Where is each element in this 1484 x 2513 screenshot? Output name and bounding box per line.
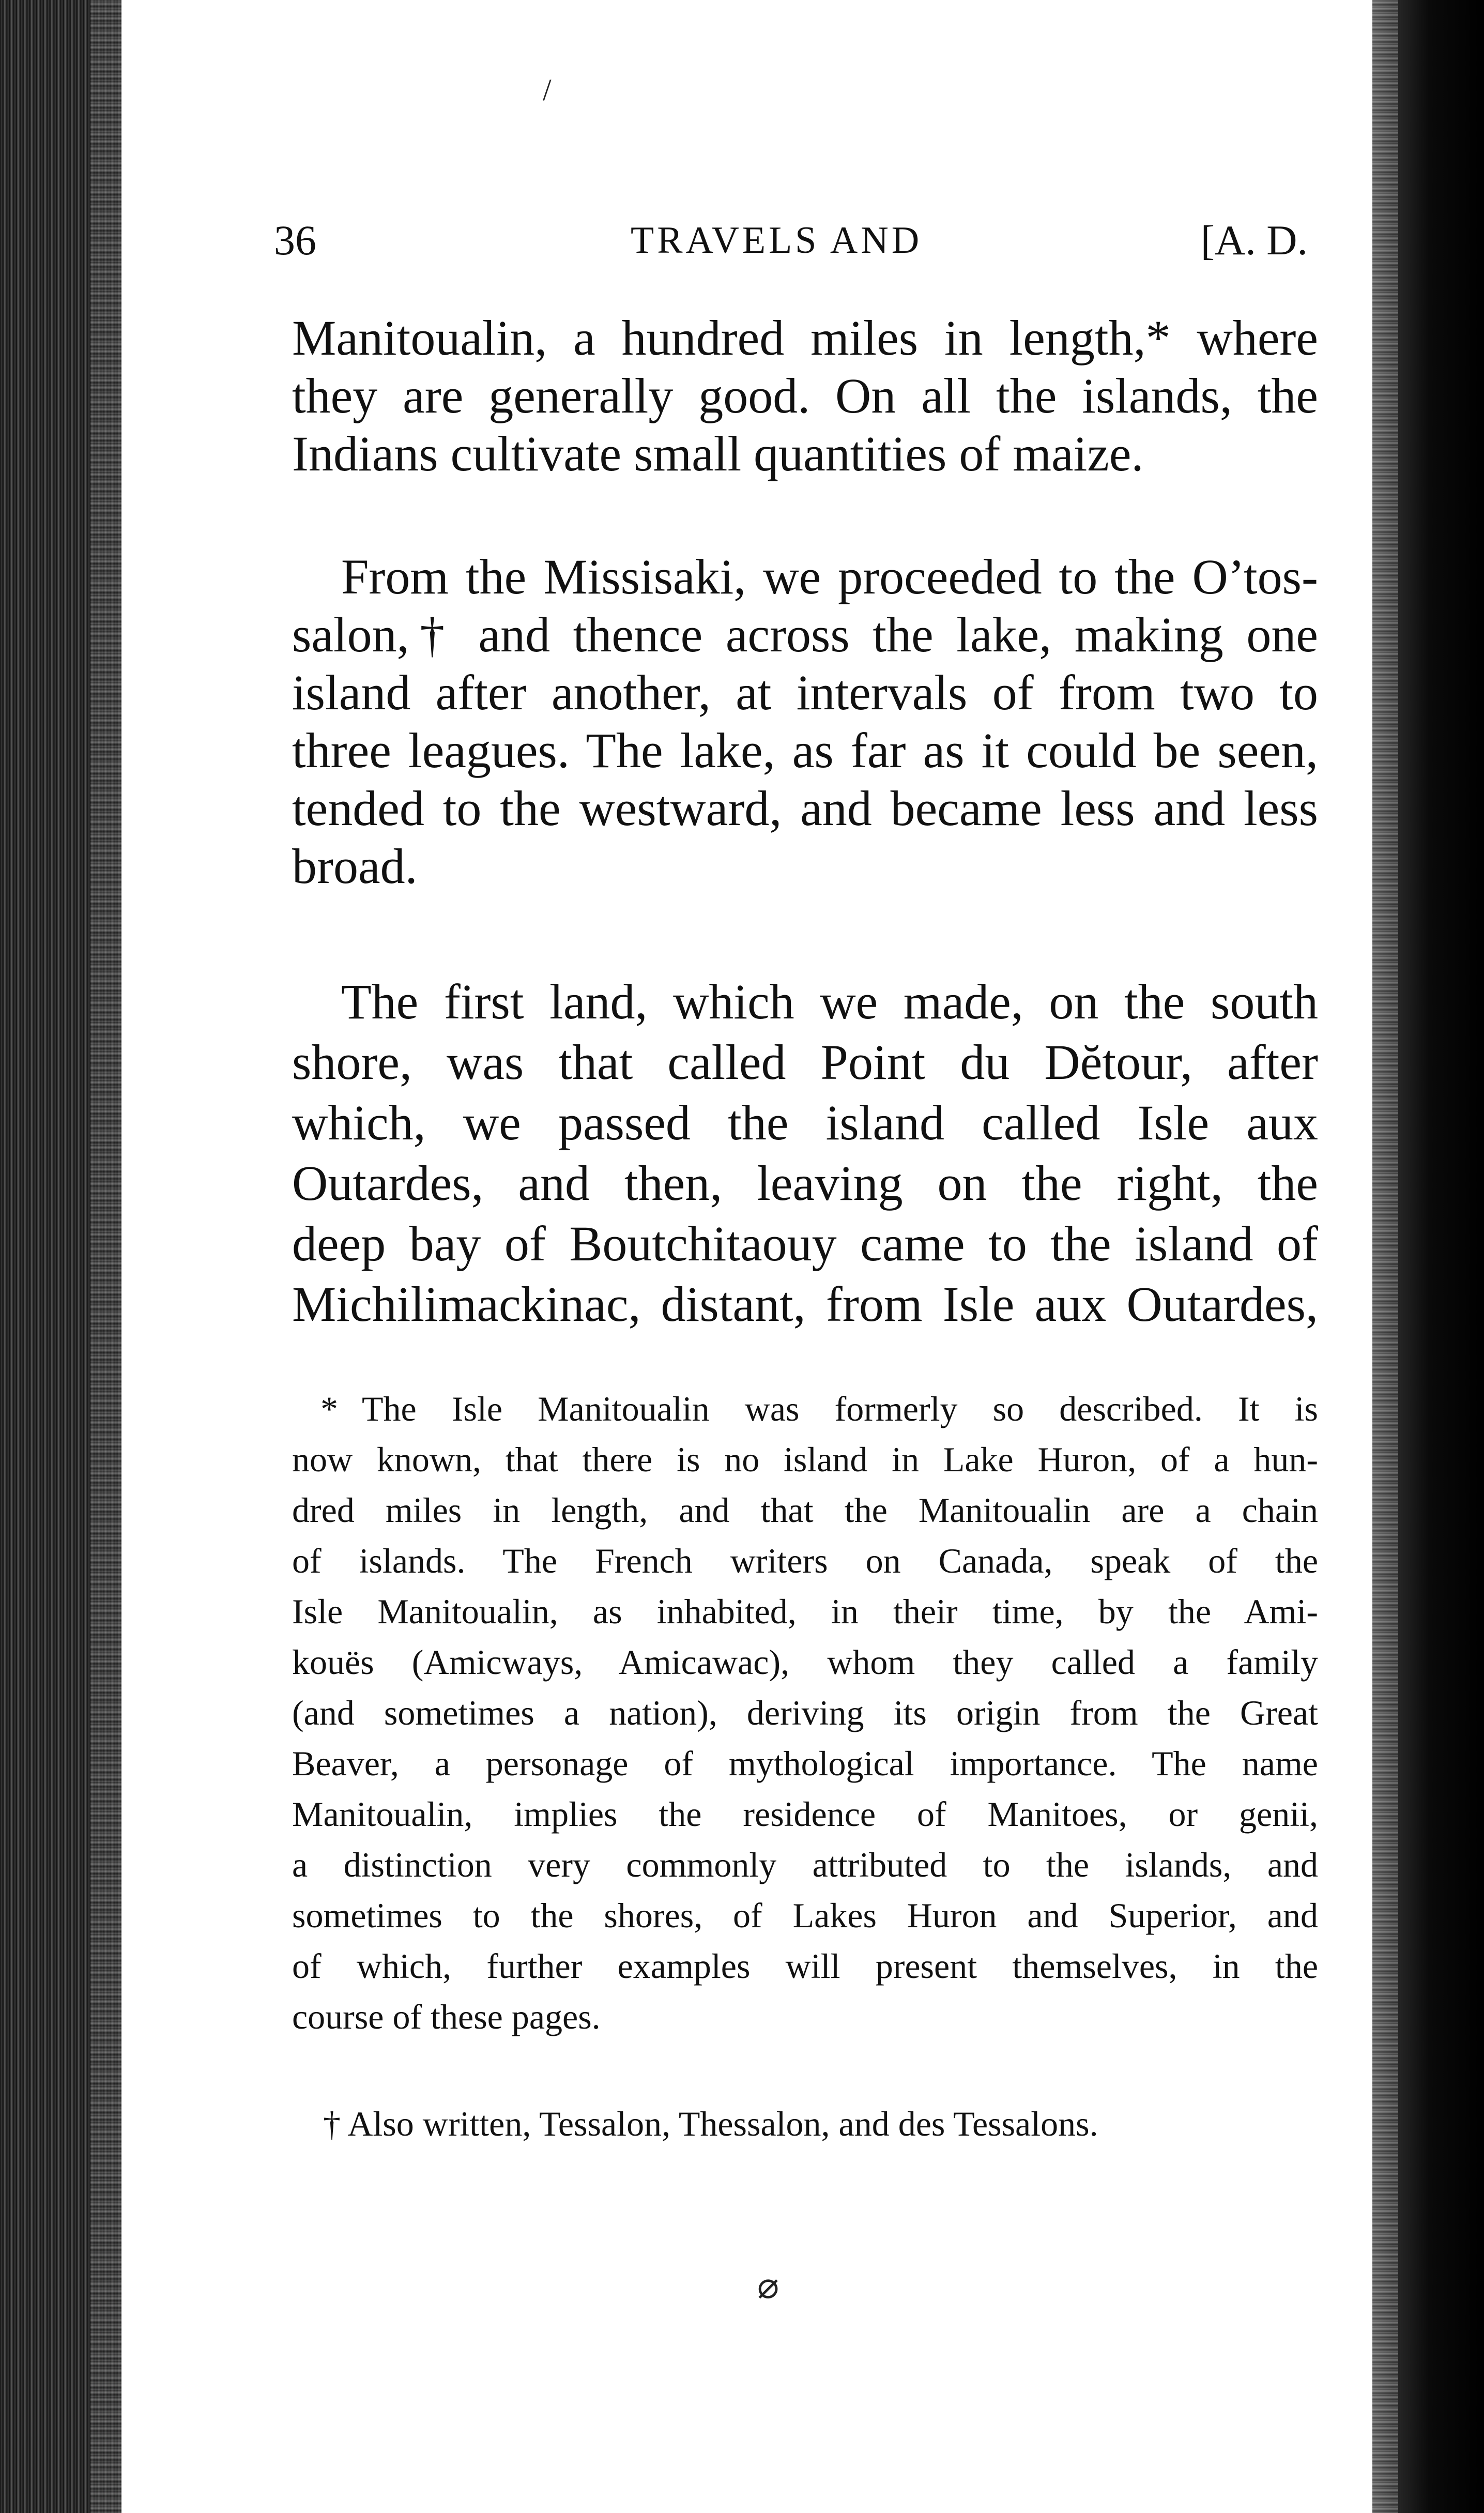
footnote-line: (and sometimes a nation), deriving its origin from the Great [292,1693,1318,1732]
running-header [274,209,1308,271]
footnote-line: The Isle Manitoualin was formerly so described. It is [362,1389,1318,1428]
text-line: three leagues. The lake, as far as it could be seen, [292,723,1318,778]
footnote-line: dred miles in length, and that the Manitoualin are a chain [292,1490,1318,1530]
footnote-line: of which, further examples will present themselves, in the [292,1946,1318,1986]
scan-edge-right [1372,0,1484,2513]
text-line: tended to the westward, and became less and less [292,781,1318,836]
footnote-line: of islands. The French writers on Canada, speak of the [292,1541,1318,1580]
scan-speck: / [543,73,552,107]
footnote-line: † Also written, Tessalon, Thessalon, and des Tessalons. [323,2104,1098,2143]
footnote-line: now known, that there is no island in Lake Huron, of a hun- [292,1440,1318,1479]
text-line: The first land, which we made, on the south [341,974,1318,1029]
text-line: shore, was that called Point du Dĕtour, after [292,1034,1318,1090]
text-line: Michilimackinac, distant, from Isle aux Outardes, [292,1276,1318,1332]
text-line: Manitoualin, a hundred miles in length,* where [292,310,1318,365]
footnote-line: sometimes to the shores, of Lakes Huron and Superior, and [292,1896,1318,1935]
footnote-line: Manitoualin, implies the residence of Manitoes, or genii, [292,1794,1318,1834]
footnote-line: course of these pages. [292,1997,601,2036]
text-line: Outardes, and then, leaving on the right, the [292,1155,1318,1211]
page-number: 36 [274,217,316,264]
text-line: island after another, at intervals of from two to [292,665,1318,720]
footnote-line: a distinction very commonly attributed to the islands, and [292,1845,1318,1884]
text-line: which, we passed the island called Isle aux [292,1095,1318,1150]
text-line: Indians cultivate small quantities of maize. [292,426,1144,481]
footnote-mark: * [320,1389,338,1428]
text-line: broad. [292,839,418,894]
footnote-line: Isle Manitoualin, as inhabited, in their time, by the Ami- [292,1592,1318,1631]
footnote-line: kouës (Amicways, Amicawac), whom they called a family [292,1642,1318,1682]
text-line: salon,† and thence across the lake, making one [292,607,1318,662]
scan-speck: ⌀ [757,2266,779,2306]
year-mark: [A. D. [1200,217,1308,264]
running-title: TRAVELS AND [631,219,923,262]
text-line: From the Missisaki, we proceeded to the O’tos- [341,549,1318,604]
footnote-line: Beaver, a personage of mythological importance. The name [292,1744,1318,1783]
scan-gutter-left [0,0,121,2513]
text-line: they are generally good. On all the islands, the [292,368,1318,423]
text-line: deep bay of Boutchitaouy came to the island of [292,1216,1318,1271]
